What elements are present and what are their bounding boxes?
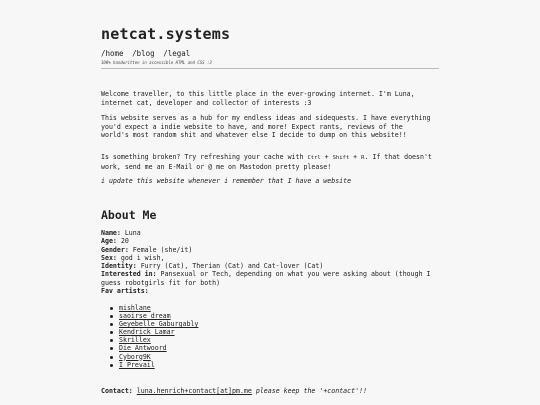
key-plus: + (349, 153, 362, 161)
artist-link[interactable]: Die Antwoord (119, 344, 167, 353)
about-identity (101, 262, 433, 270)
name-label: Name: (101, 229, 121, 237)
interested-label: Interested in: (101, 270, 157, 279)
intro-paragraph-welcome: Welcome traveller, to this little place in the ever-growing internet. I'm Luna, internet cat, developer and collector of interests :3 (101, 90, 415, 107)
list-item (108, 312, 198, 320)
artist-link[interactable]: Cyborg9K (119, 352, 151, 361)
artist-link[interactable]: Kendrick Lamar (119, 328, 175, 337)
intro-paragraph-update: i update this website whenever i remember that I have a website (101, 177, 352, 185)
key-r: R (361, 155, 365, 161)
artist-link[interactable]: I Prevail (119, 360, 155, 369)
contact-label: Contact: (101, 387, 133, 395)
broken-text-before: Is something broken? Try refreshing your cache with (101, 153, 308, 161)
nav-link-blog[interactable]: /blog (132, 49, 155, 58)
broken-text-after: . If that doesn't work, send me an E-Mail or @ me on Mastodon pretty please! (101, 153, 432, 171)
list-item (108, 328, 198, 336)
intro-paragraph-hub: This website serves as a hub for my endless ideas and sidequests. I have everything you'd expect a indie website to have, and more! Expect rants, reviews of the world's most random shit and whatever else I decide to dump on this website!! (101, 114, 431, 140)
about-sex (101, 254, 433, 262)
list-item (108, 353, 198, 361)
interested-value: Pansexual or Tech, depending on what you were asking about (though I guess robotgirls fit for both) (101, 270, 431, 287)
site-title[interactable]: netcat.systems (101, 25, 231, 43)
contact-email-link[interactable]: luna.henrich+contact[at]pm.me (136, 387, 252, 395)
identity-label: Identity: (101, 262, 137, 271)
gender-value: Female (she/it) (128, 245, 193, 254)
artist-link[interactable]: Skrillex (119, 336, 151, 345)
about-age (101, 237, 433, 245)
artist-link[interactable]: Geyebelle Gaburgably (119, 320, 199, 329)
contact-line (101, 387, 367, 395)
artist-link[interactable]: mishlane (119, 304, 151, 312)
about-name (101, 229, 433, 237)
about-details (101, 229, 433, 295)
artists-list (108, 304, 198, 369)
list-item (108, 344, 198, 352)
nav-link-home[interactable]: /home (101, 49, 124, 58)
list-item (108, 361, 198, 369)
list-item (108, 336, 198, 344)
sex-label: Sex: (101, 253, 117, 262)
artists-label: Fav artists: (101, 287, 149, 296)
age-label: Age: (101, 237, 117, 246)
header-divider (101, 68, 439, 69)
about-interested (101, 270, 433, 287)
contact-note: please keep the '+contact'!! (251, 387, 367, 395)
key-plus: + (320, 153, 333, 161)
intro-paragraph-broken (101, 153, 433, 171)
gender-label: Gender: (101, 245, 129, 254)
identity-value: Furry (Cat), Therian (Cat) and Cat-lover (Cat) (136, 262, 324, 271)
artist-link[interactable]: saoirse dream (119, 312, 171, 321)
list-item (108, 304, 198, 312)
site-tagline: 100% handwritten in accessible HTML and CSS :3 (101, 60, 212, 65)
key-ctrl: Ctrl (307, 155, 321, 161)
name-value: Luna (120, 229, 141, 237)
list-item (108, 320, 198, 328)
about-artists (101, 287, 433, 295)
nav-link-legal[interactable]: /legal (163, 49, 191, 58)
about-gender (101, 246, 433, 254)
about-heading: About Me (101, 208, 157, 222)
site-nav (101, 49, 194, 58)
age-value: 20 (116, 237, 129, 246)
sex-value: god i wish, (116, 253, 165, 262)
key-shift: Shift (332, 155, 350, 161)
